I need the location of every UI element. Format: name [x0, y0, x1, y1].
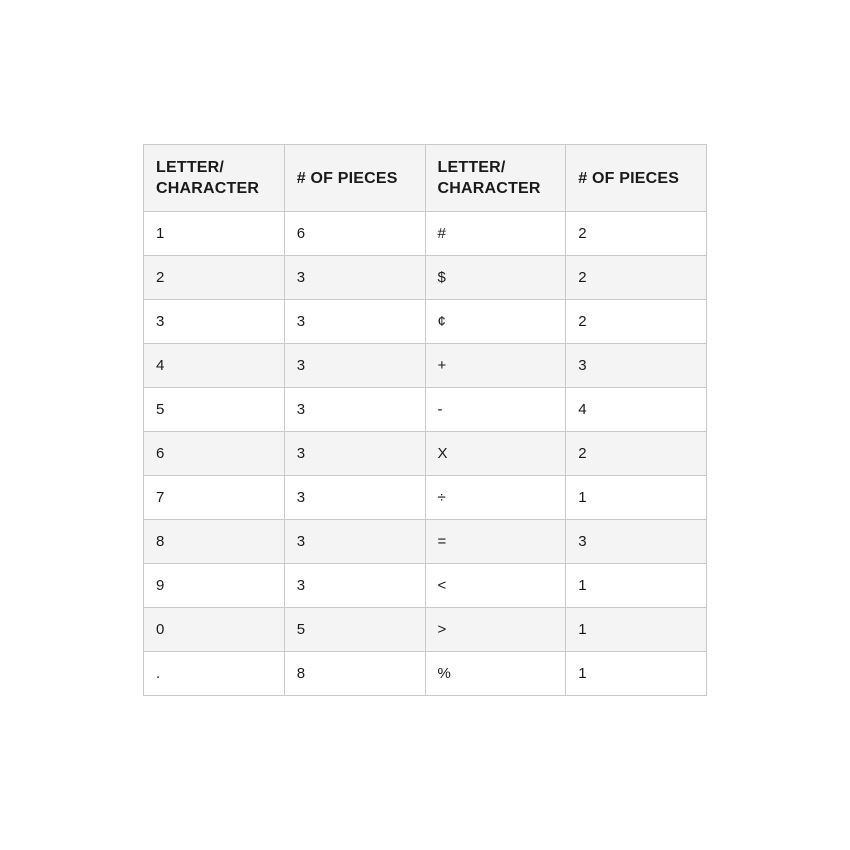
table-cell: 3	[284, 564, 425, 608]
table-cell: 3	[284, 520, 425, 564]
table-cell: %	[425, 652, 566, 696]
character-pieces-table	[143, 144, 707, 696]
table-cell: 2	[144, 256, 285, 300]
table-row	[144, 564, 707, 608]
table-row	[144, 388, 707, 432]
table-cell: #	[425, 212, 566, 256]
table-cell: 1	[144, 212, 285, 256]
table-cell: 2	[566, 432, 707, 476]
table-row	[144, 432, 707, 476]
table-cell: 3	[284, 300, 425, 344]
table-cell: .	[144, 652, 285, 696]
table-row	[144, 300, 707, 344]
table-cell: 1	[566, 476, 707, 520]
table-cell: ¢	[425, 300, 566, 344]
table-cell: 3	[284, 388, 425, 432]
table-cell: 3	[284, 256, 425, 300]
table-cell: 7	[144, 476, 285, 520]
table-row	[144, 520, 707, 564]
table-cell: 1	[566, 652, 707, 696]
table-cell: 3	[284, 432, 425, 476]
table-cell: 2	[566, 256, 707, 300]
header-pieces-1: # OF PIECES	[284, 145, 425, 212]
table-cell: 3	[284, 344, 425, 388]
table-cell: 4	[144, 344, 285, 388]
header-pieces-2: # OF PIECES	[566, 145, 707, 212]
table-cell: 6	[144, 432, 285, 476]
table-cell: $	[425, 256, 566, 300]
table-cell: 3	[566, 520, 707, 564]
table-row	[144, 608, 707, 652]
table-cell: 0	[144, 608, 285, 652]
table-cell: 1	[566, 564, 707, 608]
header-letter-character-2: LETTER/ CHARACTER	[425, 145, 566, 212]
table-cell: 8	[144, 520, 285, 564]
table-row	[144, 476, 707, 520]
table-cell: 5	[144, 388, 285, 432]
table-row	[144, 256, 707, 300]
table-cell: +	[425, 344, 566, 388]
table-cell: X	[425, 432, 566, 476]
table-cell: =	[425, 520, 566, 564]
table-row	[144, 652, 707, 696]
table-row	[144, 344, 707, 388]
table-cell: ÷	[425, 476, 566, 520]
table-cell: 2	[566, 212, 707, 256]
table-cell: 5	[284, 608, 425, 652]
table-cell: -	[425, 388, 566, 432]
table-cell: 8	[284, 652, 425, 696]
table-row	[144, 212, 707, 256]
table-cell: 4	[566, 388, 707, 432]
table-header-row	[144, 145, 707, 212]
table-cell: 9	[144, 564, 285, 608]
table-cell: 3	[144, 300, 285, 344]
table-cell: 2	[566, 300, 707, 344]
table-cell: 6	[284, 212, 425, 256]
table-cell: 1	[566, 608, 707, 652]
table-cell: 3	[284, 476, 425, 520]
table-cell: 3	[566, 344, 707, 388]
table-cell: >	[425, 608, 566, 652]
header-letter-character-1: LETTER/ CHARACTER	[144, 145, 285, 212]
table-cell: <	[425, 564, 566, 608]
